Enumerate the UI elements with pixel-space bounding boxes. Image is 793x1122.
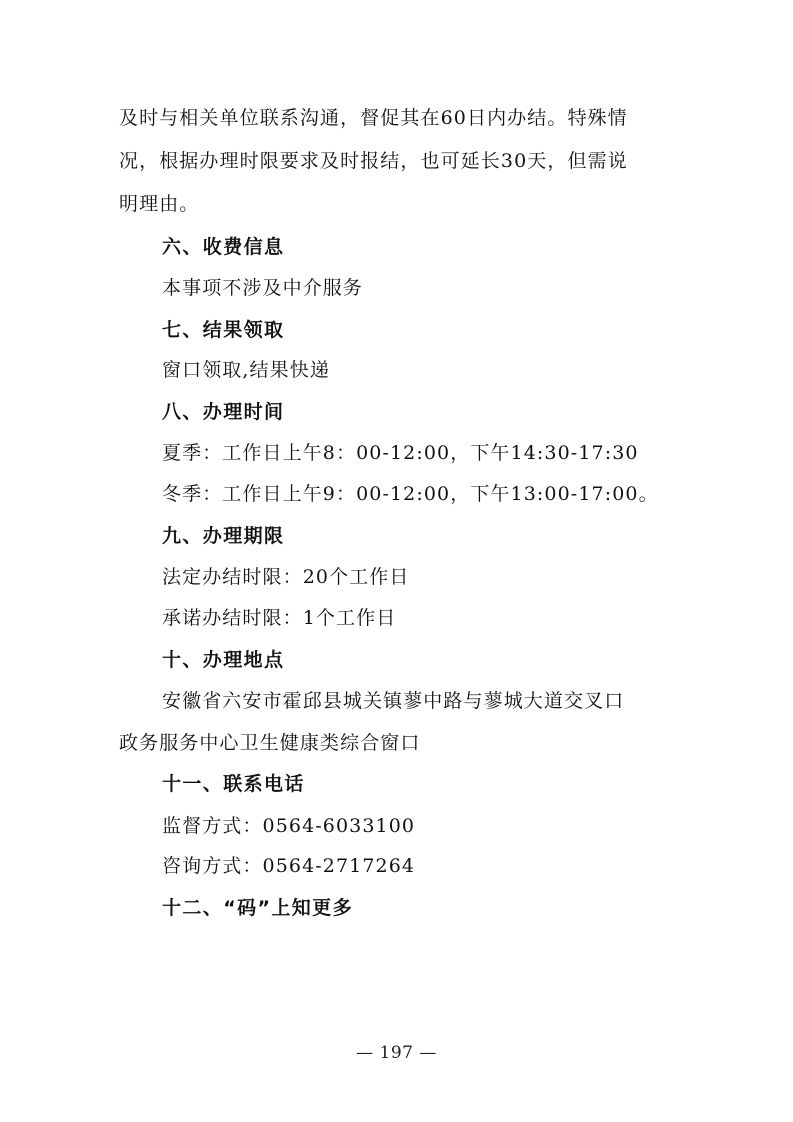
promised-time-limit: 承诺办结时限：1个工作日 (162, 607, 397, 629)
section-heading-time-limit: 九、办理期限 (162, 525, 285, 547)
inquiry-phone: 咨询方式：0564-2717264 (162, 855, 416, 877)
result-pickup-text: 窗口领取,结果快递 (162, 359, 330, 381)
section-heading-fees: 六、收费信息 (162, 236, 285, 258)
statutory-time-limit: 法定办结时限：20个工作日 (162, 566, 410, 588)
paragraph-line: 况，根据办理时限要求及时报结，也可延长30天，但需说 (119, 150, 628, 172)
location-window: 政务服务中心卫生健康类综合窗口 (119, 732, 421, 754)
summer-hours: 夏季：工作日上午8：00-12:00，下午14:30-17:30 (162, 442, 639, 464)
paragraph-line: 及时与相关单位联系沟通，督促其在60日内办结。特殊情 (119, 107, 628, 129)
section-heading-office-hours: 八、办理时间 (162, 401, 285, 423)
section-heading-location: 十、办理地点 (162, 649, 285, 671)
section-heading-qr-code: 十二、“码”上知更多 (162, 897, 353, 919)
paragraph-line: 明理由。 (119, 193, 200, 215)
supervision-phone: 监督方式：0564-6033100 (162, 815, 416, 837)
fees-text: 本事项不涉及中介服务 (162, 277, 364, 299)
location-address: 安徽省六安市霍邱县城关镇蓼中路与蓼城大道交叉口 (162, 690, 625, 712)
winter-hours: 冬季：工作日上午9：00-12:00，下午13:00-17:00。 (162, 483, 659, 505)
section-heading-result-pickup: 七、结果领取 (162, 319, 285, 341)
page-number: — 197 — (356, 1043, 437, 1063)
section-heading-contact: 十一、联系电话 (162, 773, 305, 795)
